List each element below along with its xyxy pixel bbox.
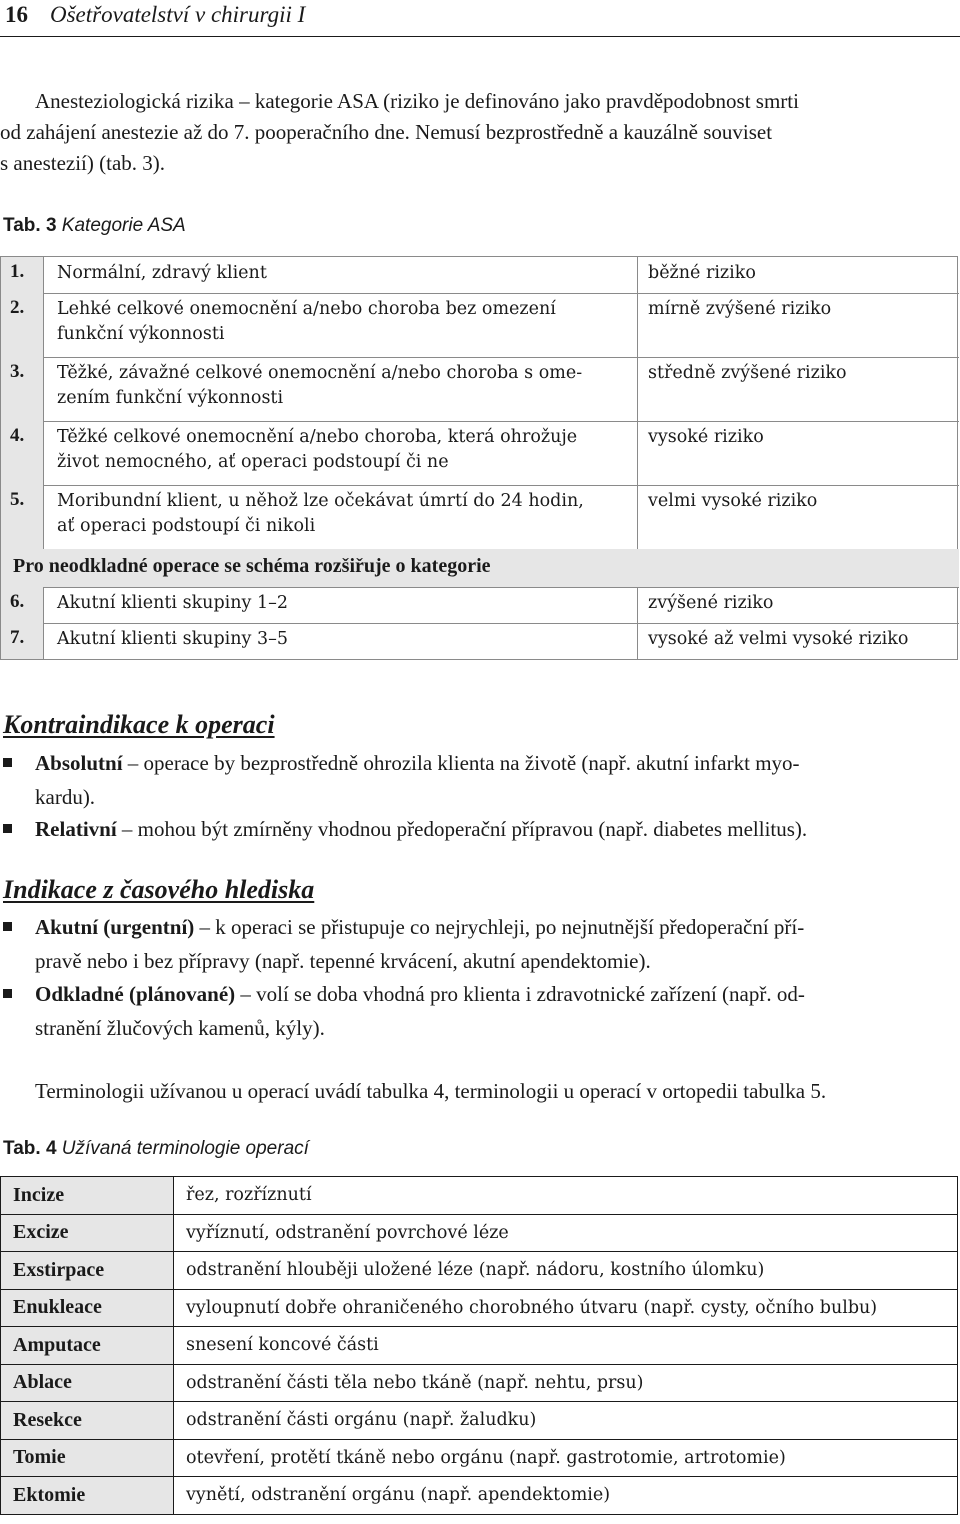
definition-cell: vyloupnutí dobře ohraničeného chorobného útvaru (např. cysty, očního bulbu): [174, 1289, 958, 1327]
definition-cell: snesení koncové části: [174, 1327, 958, 1365]
table-row: [1, 485, 959, 549]
table-row: [1, 1402, 958, 1440]
table3-caption: [3, 215, 186, 237]
definition-cell: otevření, protětí tkáně nebo orgánu (např. gastrotomie, artrotomie): [174, 1439, 958, 1477]
table-row: [1, 1364, 958, 1402]
table-row: [1, 1289, 958, 1327]
row-description: Těžké celkové onemocnění a/nebo choroba, která ohrožuje život nemocného, ať operaci podstoupí či ne: [57, 427, 578, 472]
table4-caption: [3, 1138, 309, 1160]
term-cell: Excize: [1, 1214, 174, 1252]
table-row: [1, 1477, 958, 1515]
row-number: 6.: [1, 587, 44, 623]
list-item: Relativní – mohou být zmírněny vhodnou předoperační přípravou (např. diabetes mellitus).: [0, 812, 958, 846]
row-description: Akutní klienti skupiny 1–2: [57, 593, 288, 613]
table-row: [1, 1252, 958, 1290]
term-cell: Enukleace: [1, 1289, 174, 1327]
row-description: Akutní klienti skupiny 3–5: [57, 629, 288, 649]
caption-title: Užívaná terminologie operací: [61, 1138, 309, 1159]
caption-title: Kategorie ASA: [61, 215, 186, 236]
term-cell: Incize: [1, 1177, 174, 1215]
table-row: [1, 623, 959, 659]
asa-table: [0, 256, 958, 660]
intro-line: od zahájení anestezie až do 7. pooperačního dne. Nemusí bezprostředně a kauzálně souviset: [0, 120, 773, 144]
bullet-icon: [3, 922, 12, 931]
row-number: 3.: [1, 357, 44, 421]
indications-heading: Indikace z časového hlediska: [3, 875, 315, 904]
definition-cell: vyříznutí, odstranění povrchové léze: [174, 1214, 958, 1252]
definition-cell: odstranění hlouběji uložené léze (např. nádoru, kostního úlomku): [174, 1252, 958, 1290]
definition-cell: odstranění části těla nebo tkáně (např. nehtu, prsu): [174, 1364, 958, 1402]
caption-number: 3: [45, 215, 57, 236]
table-row: [1, 357, 959, 421]
row-description: Lehké celkové onemocnění a/nebo choroba bez omezení funkční výkonnosti: [57, 299, 556, 344]
row-number: 7.: [1, 623, 44, 659]
table-row: [1, 293, 959, 357]
intro-paragraph: [0, 86, 958, 179]
running-title: Ošetřovatelství v chirurgii I: [50, 2, 306, 27]
row-number: 5.: [1, 485, 44, 549]
caption-prefix: Tab.: [3, 1138, 41, 1159]
row-number: 1.: [1, 257, 44, 293]
bullet-icon: [3, 824, 12, 833]
caption-number: 4: [45, 1138, 57, 1159]
term-cell: Resekce: [1, 1402, 174, 1440]
definition-cell: odstranění části orgánu (např. žaludku): [174, 1402, 958, 1440]
terminology-paragraph: Terminologii užívanou u operací uvádí tabulka 4, terminologii u operací v ortopedii tabulka 5.: [35, 1079, 827, 1103]
table-row: [1, 1439, 958, 1477]
row-risk: středně zvýšené riziko: [648, 363, 847, 383]
subheader-text: Pro neodkladné operace se schéma rozšiřuje o kategorie: [13, 555, 491, 577]
intro-line: Anesteziologická rizika – kategorie ASA (riziko je definováno jako pravděpodobnost smrti: [35, 89, 799, 113]
table-row: [1, 421, 959, 485]
term-cell: Tomie: [1, 1439, 174, 1477]
term-cell: Amputace: [1, 1327, 174, 1365]
contraindications-heading: Kontraindikace k operaci: [3, 710, 275, 739]
list-item: Akutní (urgentní) – k operaci se přistupuje co nejrychleji, po nejnutnější předoperační pří- pravě nebo i bez přípravy (např. tepenné krvácení, akutní apendektomie).: [0, 910, 958, 978]
bullet-icon: [3, 758, 12, 767]
row-risk: mírně zvýšené riziko: [648, 299, 832, 319]
row-description: Normální, zdravý klient: [57, 263, 267, 283]
intro-line: s anestezií) (tab. 3).: [0, 151, 166, 175]
bullet-icon: [3, 989, 12, 998]
page-number: 16: [5, 2, 28, 27]
list-item: Odkladné (plánované) – volí se doba vhodná pro klienta i zdravotnické zařízení (např. od- stranění žlučových kamenů, kýly).: [0, 977, 958, 1045]
page-header: [0, 0, 960, 37]
row-description: Těžké, závažné celkové onemocnění a/nebo choroba s ome- zením funkční výkonnosti: [57, 363, 583, 408]
row-risk: běžné riziko: [648, 263, 756, 283]
terminology-table: [0, 1176, 958, 1515]
table-row: [1, 257, 959, 293]
term-cell: Exstirpace: [1, 1252, 174, 1290]
table-row: [1, 1214, 958, 1252]
table-row: [1, 587, 959, 623]
definition-cell: vynětí, odstranění orgánu (např. apendektomie): [174, 1477, 958, 1515]
table-subheader: [1, 549, 959, 587]
definition-cell: řez, rozříznutí: [174, 1177, 958, 1215]
row-risk: velmi vysoké riziko: [648, 491, 818, 511]
list-item: Absolutní – operace by bezprostředně ohrozila klienta na životě (např. akutní infarkt myo- kardu).: [0, 746, 958, 814]
row-description: Moribundní klient, u něhož lze očekávat úmrtí do 24 hodin, ať operaci podstoupí či nikoli: [57, 491, 584, 536]
term-cell: Ablace: [1, 1364, 174, 1402]
row-number: 4.: [1, 421, 44, 485]
table-row: [1, 1327, 958, 1365]
caption-prefix: Tab.: [3, 215, 41, 236]
row-risk: vysoké riziko: [648, 427, 764, 447]
row-number: 2.: [1, 293, 44, 357]
term-cell: Ektomie: [1, 1477, 174, 1515]
row-risk: vysoké až velmi vysoké riziko: [648, 629, 909, 649]
table-row: [1, 1177, 958, 1215]
row-risk: zvýšené riziko: [648, 593, 774, 613]
